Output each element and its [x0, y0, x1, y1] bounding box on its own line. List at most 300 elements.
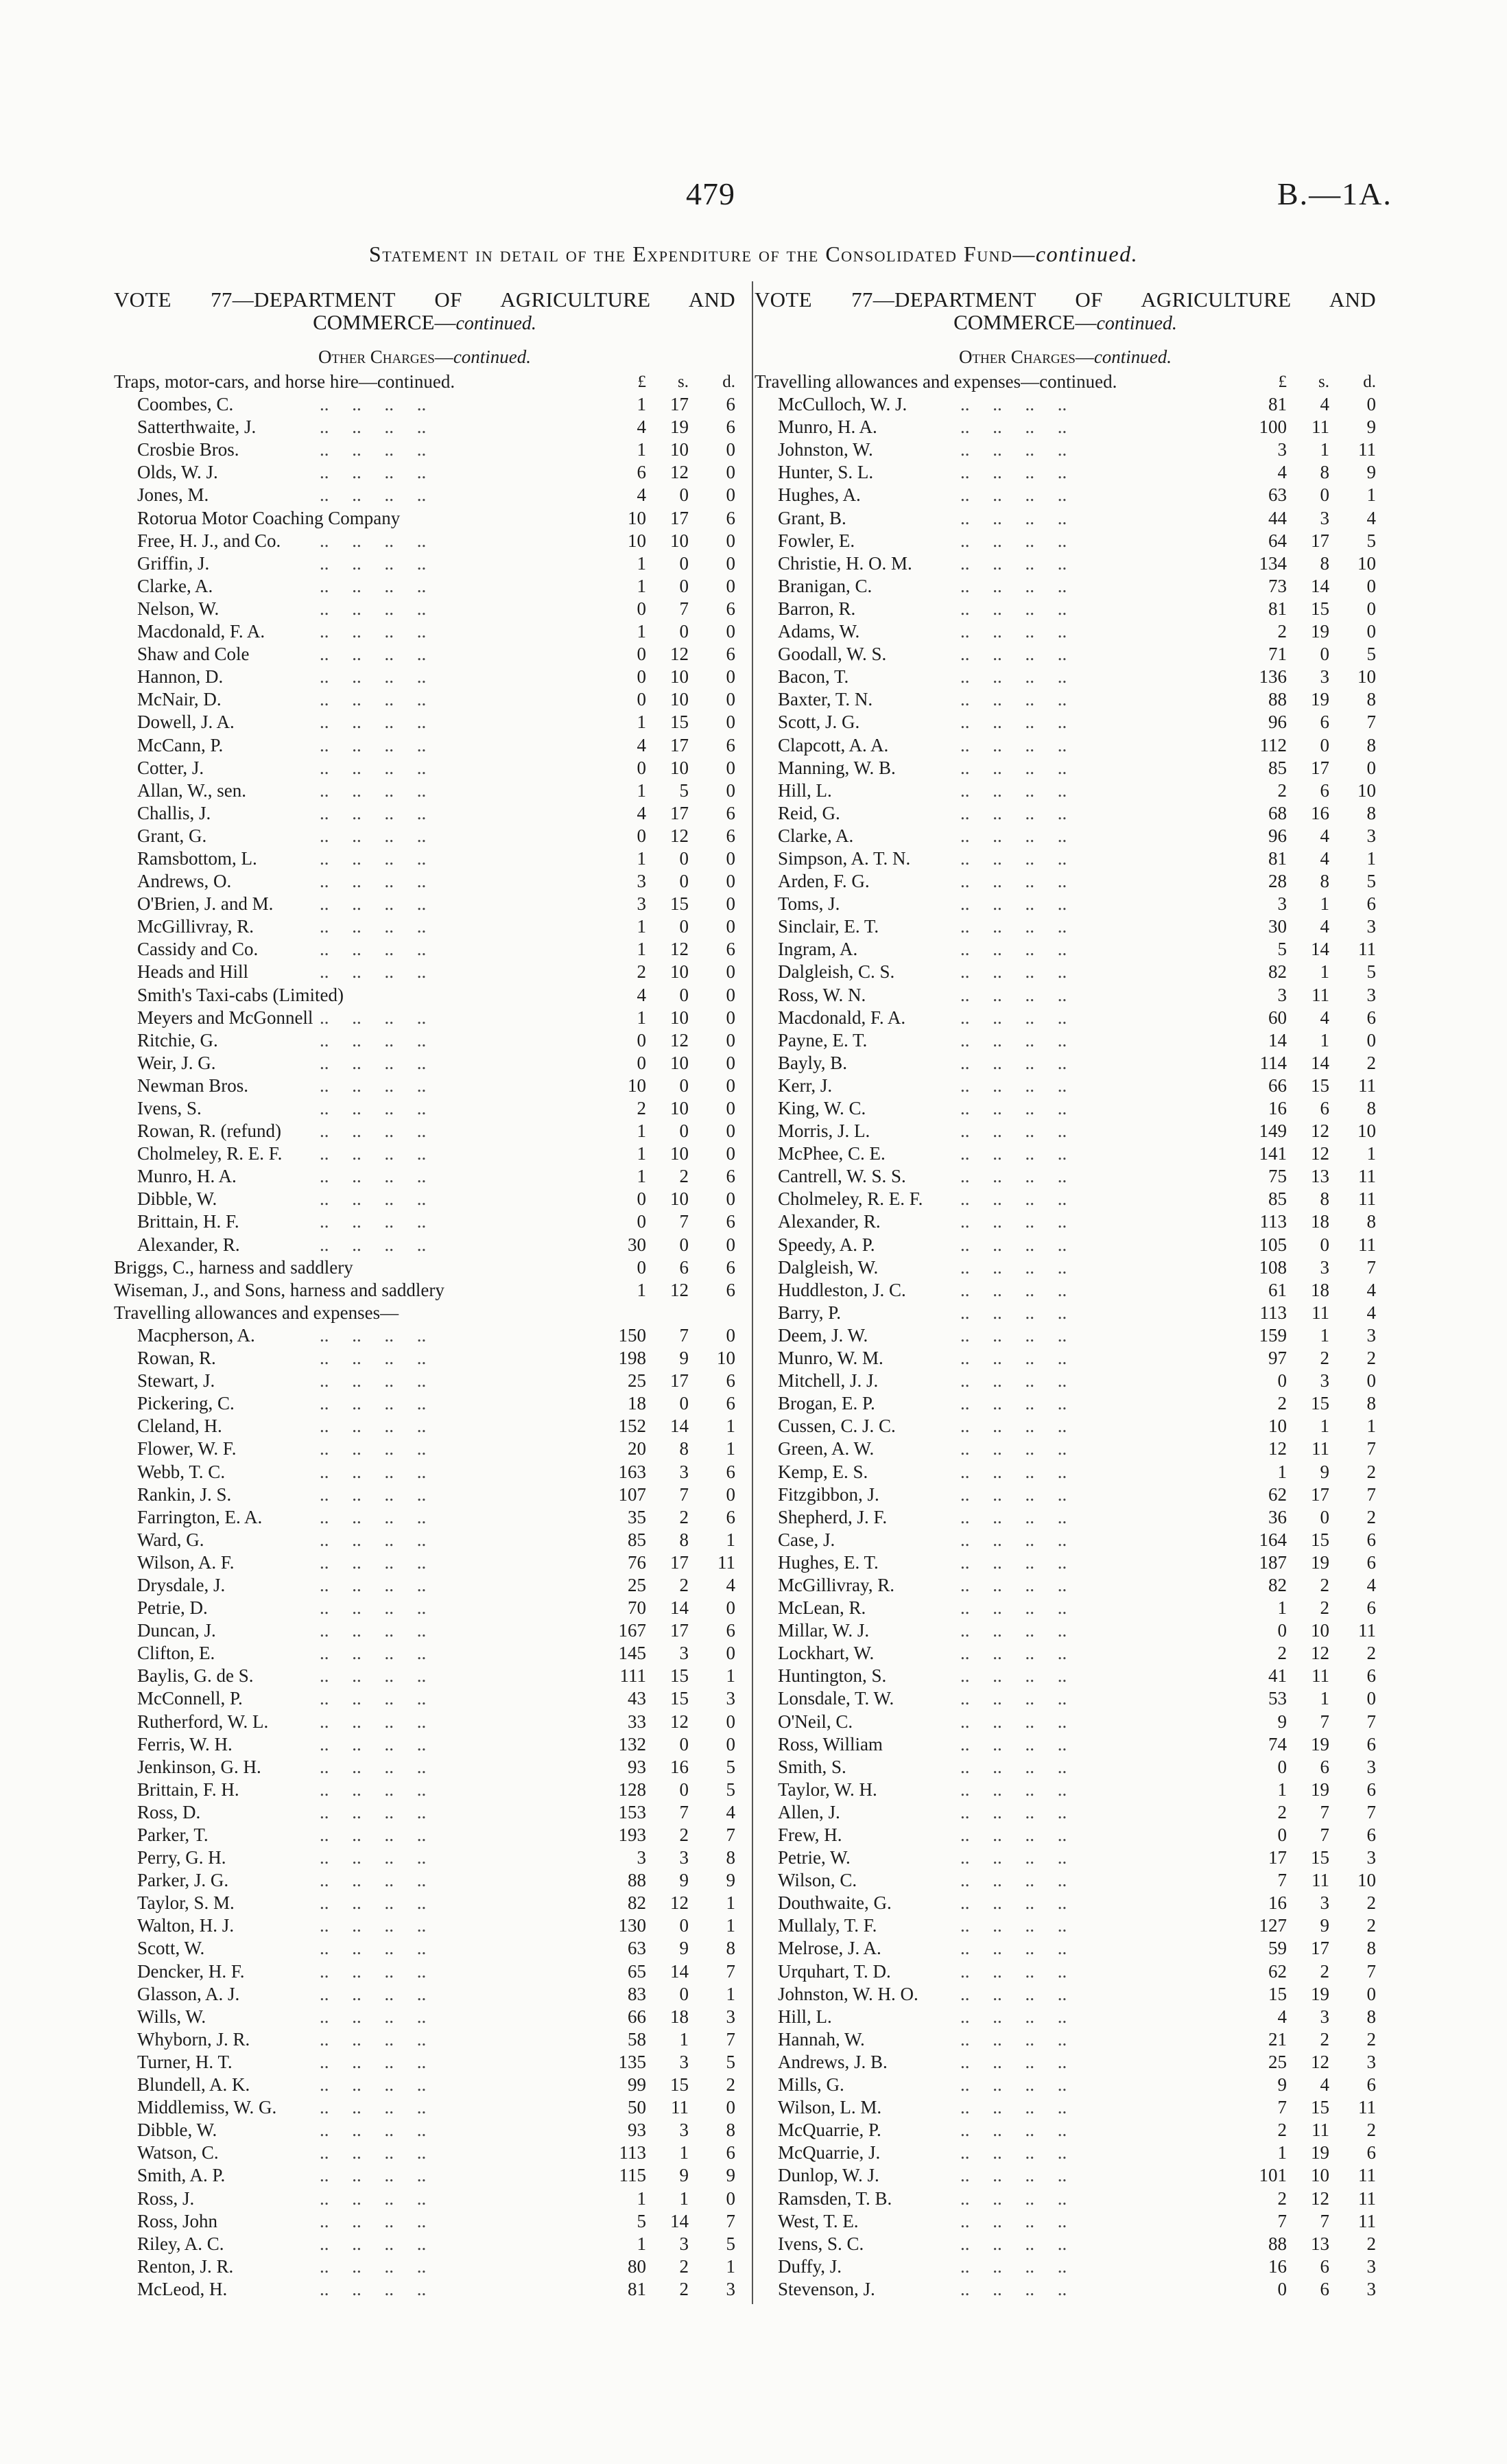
amount-shillings: 16	[1311, 802, 1329, 823]
leader-dots: .. .. .. ..	[960, 1983, 1067, 2004]
leader-dots: .. .. .. ..	[960, 961, 1067, 983]
amount-pounds: 17	[1268, 1847, 1287, 1868]
amount-pence: 0	[726, 779, 735, 801]
leader-dots: .. .. .. ..	[320, 416, 427, 438]
expenditure-row	[114, 1392, 735, 1415]
amount-pence: 7	[1366, 1256, 1376, 1278]
expenditure-row	[755, 575, 1376, 598]
payee-name: Blundell, A. K.	[137, 2074, 250, 2096]
amount-shillings: 1	[679, 2142, 689, 2163]
amount-shillings: 9	[1320, 1461, 1329, 1482]
amount-shillings: 17	[670, 394, 689, 415]
amount-pence: 5	[726, 1756, 735, 1777]
amount-pounds: 88	[1268, 689, 1287, 710]
amount-pence: 0	[726, 1733, 735, 1755]
right-column	[755, 288, 1376, 2301]
amount-pence: 0	[726, 484, 735, 506]
amount-shillings: 17	[670, 1551, 689, 1573]
expenditure-row	[755, 688, 1376, 711]
payee-name: Wilson, C.	[778, 1870, 857, 1891]
amount-pence: 6	[726, 598, 735, 619]
amount-pence: 6	[1366, 1779, 1376, 1800]
leader-dots: .. .. .. ..	[320, 1733, 427, 1755]
amount-shillings: 6	[679, 1256, 689, 1278]
payee-name: Case, J.	[778, 1529, 835, 1550]
leader-dots: .. .. .. ..	[320, 1756, 427, 1777]
pounds-header: £	[637, 373, 646, 391]
expenditure-row	[755, 1937, 1376, 1960]
leader-dots: .. .. .. ..	[320, 2233, 427, 2254]
expenditure-row	[755, 779, 1376, 802]
amount-pounds: 164	[1259, 1529, 1287, 1550]
expenditure-row	[755, 2006, 1376, 2028]
expenditure-row	[114, 507, 735, 530]
amount-pence: 3	[1366, 1756, 1376, 1777]
amount-pounds: 16	[1268, 1098, 1287, 1118]
payee-name: Smith, A. P.	[137, 2165, 226, 2186]
payee-name: Ward, G.	[137, 1529, 204, 1550]
payee-name: Huddleston, J. C.	[778, 1279, 906, 1300]
leader-dots: .. .. .. ..	[320, 2165, 427, 2186]
charges-continued: continued.	[453, 347, 532, 367]
amount-pence: 1	[1366, 1416, 1376, 1437]
expenditure-row	[114, 870, 735, 893]
payee-name: Toms, J.	[778, 893, 840, 915]
amount-pence: 9	[726, 2165, 735, 2186]
leader-dots: .. .. .. ..	[960, 1393, 1067, 1414]
amount-pounds: 62	[1268, 1483, 1287, 1505]
expenditure-row	[755, 643, 1376, 666]
amount-pounds: 44	[1268, 507, 1287, 528]
leader-dots: .. .. .. ..	[960, 802, 1067, 823]
leader-dots: .. .. .. ..	[960, 916, 1067, 937]
amount-pounds: 85	[1268, 1188, 1287, 1210]
leader-dots: .. .. .. ..	[960, 1052, 1067, 1073]
amount-pence: 11	[717, 1551, 735, 1573]
expenditure-row	[755, 1029, 1376, 1052]
leader-dots: .. .. .. ..	[960, 1098, 1067, 1118]
amount-pounds: 4	[637, 984, 646, 1005]
payee-name: Coombes, C.	[137, 394, 234, 415]
leader-dots: .. .. .. ..	[320, 1052, 427, 1073]
amount-pence: 0	[726, 621, 735, 642]
amount-shillings: 12	[670, 1892, 689, 1914]
expenditure-row	[755, 1324, 1376, 1347]
amount-pounds: 0	[637, 1211, 646, 1232]
amount-shillings: 1	[1320, 1688, 1329, 1709]
amount-pence: 6	[726, 394, 735, 415]
amount-pounds: 63	[628, 1938, 646, 1959]
expenditure-row	[114, 2278, 735, 2301]
amount-pence: 7	[1366, 712, 1376, 733]
amount-pounds: 0	[637, 825, 646, 846]
payee-name: Dencker, H. F.	[137, 1960, 245, 1982]
amount-pounds: 1	[637, 439, 646, 460]
amount-shillings: 0	[679, 916, 689, 937]
payee-name: Dunlop, W. J.	[778, 2165, 879, 2186]
amount-pounds: 28	[1268, 871, 1287, 892]
leader-dots: .. .. .. ..	[320, 1620, 427, 1641]
payee-name: Lockhart, W.	[778, 1643, 875, 1664]
expenditure-row	[114, 1687, 735, 1710]
amount-shillings: 12	[670, 939, 689, 960]
payee-name: Christie, H. O. M.	[778, 552, 912, 574]
leader-dots: .. .. .. ..	[960, 1870, 1067, 1891]
amount-shillings: 14	[670, 2210, 689, 2231]
amount-shillings: 2	[679, 1574, 689, 1595]
amount-shillings: 0	[679, 552, 689, 574]
amount-shillings: 19	[1311, 1551, 1329, 1573]
expenditure-row	[114, 1210, 735, 1233]
amount-shillings: 6	[1320, 1098, 1329, 1118]
expenditure-row	[114, 1007, 735, 1029]
amount-pounds: 115	[619, 2165, 646, 2186]
amount-pounds: 93	[628, 1756, 646, 1777]
amount-pounds: 96	[1268, 825, 1287, 846]
leader-dots: .. .. .. ..	[320, 1551, 427, 1573]
amount-shillings: 13	[1311, 2233, 1329, 2254]
amount-pence: 5	[1366, 961, 1376, 983]
amount-pence: 0	[726, 666, 735, 688]
amount-shillings: 15	[670, 893, 689, 915]
amount-pounds: 25	[628, 1574, 646, 1595]
payee-name: Clapcott, A. A.	[778, 734, 889, 755]
amount-shillings: 17	[670, 734, 689, 755]
amount-pence: 2	[1366, 2120, 1376, 2141]
amount-shillings: 3	[679, 1643, 689, 1664]
amount-pounds: 2	[1277, 1393, 1287, 1414]
amount-pence: 0	[726, 1052, 735, 1073]
expenditure-row	[755, 984, 1376, 1007]
amount-shillings: 1	[679, 2028, 689, 2050]
payee-name: Olds, W. J.	[137, 462, 218, 483]
expenditure-row	[755, 893, 1376, 915]
amount-shillings: 4	[1320, 2074, 1329, 2096]
leader-dots: .. .. .. ..	[960, 1915, 1067, 1936]
leader-dots: .. .. .. ..	[320, 1393, 427, 1414]
payee-name: Melrose, J. A.	[778, 1938, 881, 1959]
leader-dots: .. .. .. ..	[320, 825, 427, 846]
leader-dots: .. .. .. ..	[960, 734, 1067, 755]
amount-pounds: 1	[637, 1279, 646, 1300]
payee-name: Griffin, J.	[137, 552, 210, 574]
leader-dots: .. .. .. ..	[320, 1483, 427, 1505]
payee-name: Frew, H.	[778, 1824, 842, 1845]
payee-name: Macdonald, F. A.	[778, 1007, 906, 1028]
amount-pence: 0	[726, 961, 735, 983]
expenditure-row	[114, 1733, 735, 1756]
expenditure-row	[114, 1551, 735, 1574]
payee-name: Ivens, S. C.	[778, 2233, 864, 2254]
charges-text: Other Charges—	[318, 347, 453, 367]
amount-shillings: 2	[1320, 1960, 1329, 1982]
expenditure-row	[114, 711, 735, 734]
payee-name: Grant, B.	[778, 507, 846, 528]
expenditure-row	[114, 1983, 735, 2006]
amount-shillings: 0	[679, 1983, 689, 2004]
leader-dots: .. .. .. ..	[320, 530, 427, 551]
amount-pounds: 134	[1259, 552, 1287, 574]
expenditure-row	[755, 530, 1376, 552]
amount-pounds: 107	[618, 1483, 646, 1505]
amount-shillings: 5	[679, 779, 689, 801]
amount-pence: 6	[726, 1166, 735, 1187]
payee-name: Pickering, C.	[137, 1393, 235, 1414]
leader-dots: .. .. .. ..	[960, 1075, 1067, 1096]
leader-dots: .. .. .. ..	[960, 984, 1067, 1005]
amount-pounds: 81	[1268, 847, 1287, 869]
amount-pence: 8	[726, 1938, 735, 1959]
expenditure-row	[114, 620, 735, 643]
leader-dots: .. .. .. ..	[960, 621, 1067, 642]
amount-shillings: 13	[1311, 1166, 1329, 1187]
payee-name: Duncan, J.	[137, 1620, 216, 1641]
amount-pence: 3	[726, 2278, 735, 2299]
payee-name: Kemp, E. S.	[778, 1461, 868, 1482]
amount-shillings: 8	[1320, 462, 1329, 483]
amount-pence: 0	[726, 1007, 735, 1028]
amount-pounds: 1	[637, 621, 646, 642]
payee-name: Brogan, E. P.	[778, 1393, 875, 1414]
payee-name: McNair, D.	[137, 689, 222, 710]
amount-shillings: 12	[1311, 1143, 1329, 1164]
amount-pounds: 3	[637, 1847, 646, 1868]
expenditure-row	[114, 1642, 735, 1665]
amount-pounds: 1	[637, 1007, 646, 1028]
leader-dots: .. .. .. ..	[320, 1960, 427, 1982]
payee-name: McCann, P.	[137, 734, 224, 755]
expenditure-row	[755, 393, 1376, 416]
payee-name: McQuarrie, J.	[778, 2142, 881, 2163]
payee-name: Challis, J.	[137, 802, 211, 823]
leader-dots: .. .. .. ..	[960, 1370, 1067, 1392]
leader-dots: .. .. .. ..	[960, 2074, 1067, 2096]
amount-shillings: 3	[679, 2051, 689, 2072]
amount-pounds: 75	[1268, 1166, 1287, 1187]
expenditure-row	[755, 734, 1376, 757]
amount-pence: 1	[726, 1416, 735, 1437]
amount-pounds: 82	[628, 1892, 646, 1914]
leader-dots: .. .. .. ..	[320, 552, 427, 574]
amount-shillings: 10	[670, 439, 689, 460]
payee-name: West, T. E.	[778, 2210, 859, 2231]
amount-pounds: 9	[1277, 2074, 1287, 2096]
payee-name: Petrie, W.	[778, 1847, 851, 1868]
expenditure-row	[755, 1756, 1376, 1779]
amount-pence: 4	[1366, 1302, 1376, 1323]
leader-dots: .. .. .. ..	[320, 1370, 427, 1392]
amount-pence: 6	[726, 1370, 735, 1392]
payee-name: Drysdale, J.	[137, 1574, 226, 1595]
payee-name: Stewart, J.	[137, 1370, 215, 1392]
expenditure-row	[114, 2255, 735, 2278]
payee-name: Millar, W. J.	[778, 1620, 870, 1641]
payee-name: Branigan, C.	[778, 575, 873, 596]
amount-shillings: 0	[679, 1779, 689, 1800]
leader-dots: .. .. .. ..	[960, 2142, 1067, 2163]
leader-dots: .. .. .. ..	[320, 1166, 427, 1187]
amount-shillings: 2	[679, 1824, 689, 1845]
amount-pence: 6	[1366, 1665, 1376, 1687]
amount-pounds: 66	[628, 2006, 646, 2027]
vote-heading-line2	[755, 312, 1376, 335]
amount-pounds: 5	[1277, 939, 1287, 960]
amount-pence: 0	[1366, 394, 1376, 415]
leader-dots: .. .. .. ..	[960, 1506, 1067, 1527]
expenditure-row	[114, 1483, 735, 1506]
payee-name: Lonsdale, T. W.	[778, 1688, 894, 1709]
amount-pence: 1	[726, 1529, 735, 1550]
expenditure-row	[755, 2119, 1376, 2142]
payee-name: Macdonald, F. A.	[137, 621, 265, 642]
leader-dots: .. .. .. ..	[960, 689, 1067, 710]
amount-pounds: 82	[1268, 961, 1287, 983]
leader-dots: .. .. .. ..	[960, 1302, 1067, 1323]
amount-shillings: 12	[670, 644, 689, 665]
leader-dots: .. .. .. ..	[960, 2097, 1067, 2118]
amount-pounds: 0	[637, 666, 646, 688]
leader-dots: .. .. .. ..	[320, 2120, 427, 2141]
amount-pounds: 71	[1268, 644, 1287, 665]
payee-name: Cassidy and Co.	[137, 939, 259, 960]
amount-pounds: 3	[637, 893, 646, 915]
amount-shillings: 1	[679, 2187, 689, 2209]
left-entries-travelling	[114, 1324, 735, 2301]
amount-pounds: 0	[1277, 1824, 1287, 1845]
amount-pounds: 53	[1268, 1688, 1287, 1709]
amount-pounds: 1	[1277, 1779, 1287, 1800]
expenditure-row	[114, 1075, 735, 1097]
amount-pounds: 81	[1268, 394, 1287, 415]
amount-pounds: 15	[1268, 1983, 1287, 2004]
payee-name: Baxter, T. N.	[778, 689, 873, 710]
amount-shillings: 0	[1320, 734, 1329, 755]
charges-continued: continued.	[1093, 347, 1172, 367]
leader-dots: .. .. .. ..	[960, 712, 1067, 733]
amount-pounds: 43	[628, 1688, 646, 1709]
amount-pence: 2	[1366, 1506, 1376, 1527]
amount-pounds: 2	[637, 961, 646, 983]
amount-pounds: 88	[628, 1870, 646, 1891]
leader-dots: .. .. .. ..	[960, 2233, 1067, 2254]
amount-pence: 0	[726, 2097, 735, 2118]
amount-pence: 2	[1366, 1892, 1376, 1914]
amount-pounds: 4	[637, 734, 646, 755]
leader-dots: .. .. .. ..	[960, 893, 1067, 915]
leader-dots: .. .. .. ..	[320, 462, 427, 483]
expenditure-row	[755, 2187, 1376, 2210]
amount-shillings: 7	[1320, 1824, 1329, 1845]
payee-name: Whyborn, J. R.	[137, 2028, 250, 2050]
amount-pence: 2	[1366, 2233, 1376, 2254]
amount-pounds: 82	[1268, 1574, 1287, 1595]
leader-dots: .. .. .. ..	[960, 1756, 1067, 1777]
expenditure-row	[114, 1824, 735, 1846]
payee-name: Nelson, W.	[137, 598, 219, 619]
amount-shillings: 12	[1311, 2051, 1329, 2072]
amount-pounds: 60	[1268, 1007, 1287, 1028]
amount-shillings: 10	[670, 1143, 689, 1164]
payee-name: McGillivray, R.	[778, 1574, 894, 1595]
amount-shillings: 6	[1320, 1756, 1329, 1777]
amount-shillings: 0	[679, 1393, 689, 1414]
amount-pounds: 16	[1268, 1892, 1287, 1914]
expenditure-row	[114, 1370, 735, 1392]
amount-pence: 4	[726, 1801, 735, 1822]
amount-pence: 7	[1366, 1438, 1376, 1459]
amount-pence: 0	[726, 1098, 735, 1118]
expenditure-row	[755, 1846, 1376, 1869]
expenditure-row	[755, 1824, 1376, 1846]
leader-dots: .. .. .. ..	[320, 961, 427, 983]
payee-name: Ross, John	[137, 2210, 218, 2231]
leader-dots: .. .. .. ..	[320, 1416, 427, 1437]
amount-shillings: 17	[1311, 757, 1329, 778]
amount-shillings: 4	[1320, 394, 1329, 415]
amount-shillings: 9	[679, 1348, 689, 1369]
amount-pence: 0	[1366, 575, 1376, 596]
amount-pounds: 73	[1268, 575, 1287, 596]
leader-dots: .. .. .. ..	[320, 439, 427, 460]
payee-name: Parker, T.	[137, 1824, 209, 1845]
amount-pence: 0	[726, 847, 735, 869]
amount-pounds: 0	[1277, 1756, 1287, 1777]
amount-shillings: 0	[679, 1915, 689, 1936]
payee-name: Smith, S.	[778, 1756, 846, 1777]
amount-shillings: 8	[1320, 552, 1329, 574]
amount-pence: 2	[1366, 2028, 1376, 2050]
amount-pounds: 152	[618, 1416, 646, 1437]
payee-name: Reid, G.	[778, 802, 840, 823]
expenditure-row	[114, 1347, 735, 1370]
amount-pounds: 99	[628, 2074, 646, 2096]
leader-dots: .. .. .. ..	[320, 1983, 427, 2004]
amount-shillings: 15	[1311, 1847, 1329, 1868]
expenditure-row	[114, 938, 735, 961]
statement-heading	[0, 242, 1507, 267]
amount-pounds: 2	[637, 1098, 646, 1118]
expenditure-row	[114, 2142, 735, 2164]
payee-name: Ritchie, G.	[137, 1029, 218, 1051]
amount-pence: 7	[1366, 1801, 1376, 1822]
amount-shillings: 3	[679, 2233, 689, 2254]
leader-dots: .. .. .. ..	[320, 847, 427, 869]
amount-pounds: 58	[628, 2028, 646, 2050]
charges-text: Other Charges—	[958, 347, 1094, 367]
payee-name: Hannah, W.	[778, 2028, 865, 2050]
amount-pounds: 76	[628, 1551, 646, 1573]
expenditure-row	[755, 666, 1376, 688]
payee-name: Turner, H. T.	[137, 2051, 233, 2072]
amount-pence: 0	[726, 439, 735, 460]
payee-name: Weir, J. G.	[137, 1052, 216, 1073]
leader-dots: .. .. .. ..	[320, 1461, 427, 1482]
amount-pence: 1	[726, 1438, 735, 1459]
amount-pence: 0	[726, 712, 735, 733]
expenditure-row	[755, 1097, 1376, 1120]
amount-pence: 8	[726, 2120, 735, 2141]
leader-dots: .. .. .. ..	[960, 1348, 1067, 1369]
amount-pounds: 4	[1277, 462, 1287, 483]
amount-shillings: 17	[670, 507, 689, 528]
amount-shillings: 3	[1320, 1256, 1329, 1278]
amount-pounds: 4	[637, 484, 646, 506]
amount-pence: 11	[1358, 1234, 1376, 1255]
amount-shillings: 11	[1312, 1302, 1329, 1323]
amount-pence: 0	[726, 871, 735, 892]
amount-shillings: 15	[670, 712, 689, 733]
payee-name: Wilson, L. M.	[778, 2097, 882, 2118]
